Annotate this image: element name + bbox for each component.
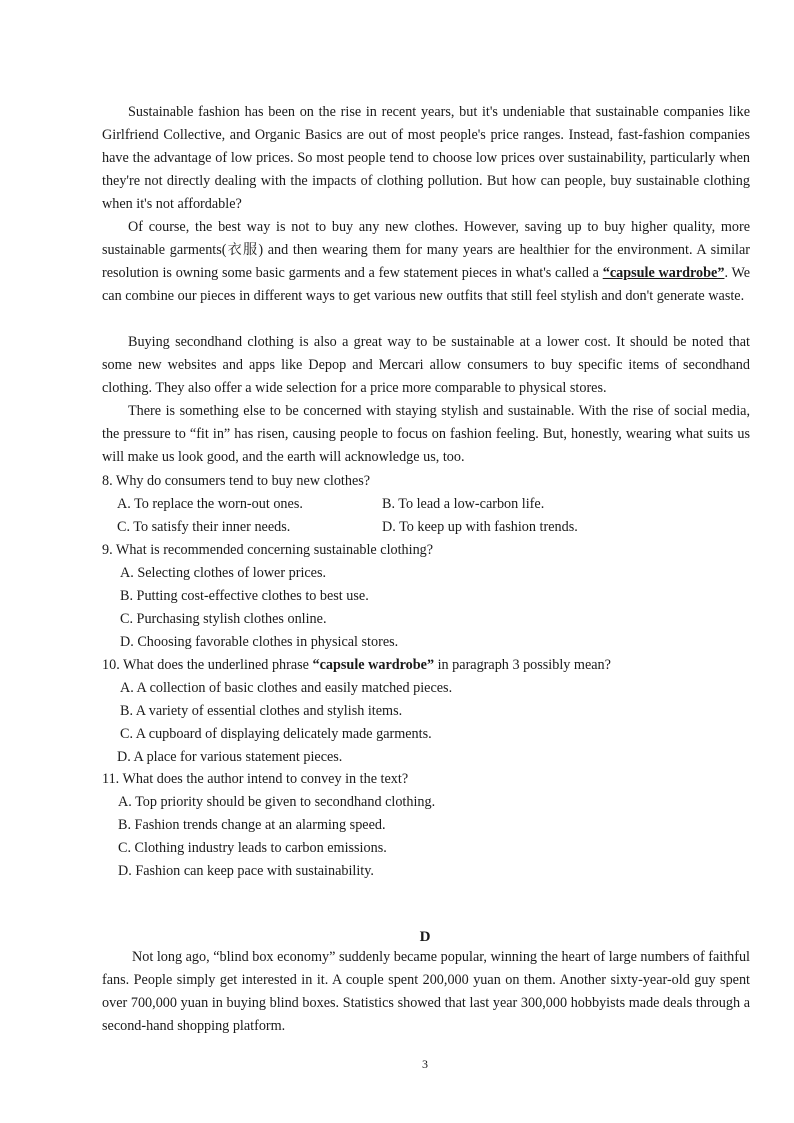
- question-10-stem-bold-phrase: “capsule wardrobe”: [312, 657, 435, 673]
- passage-c-paragraph-2: [102, 216, 750, 308]
- question-10-stem: [102, 654, 611, 677]
- question-9-option-d: D. Choosing favorable clothes in physical stores.: [120, 634, 399, 650]
- paragraph-2-text-after: . We can combine our pieces in different ways to get various new outfits that still feel stylish and don't generate waste.: [102, 265, 751, 304]
- question-8-stem: 8. Why do consumers tend to buy new clothes?: [102, 473, 371, 489]
- paragraph-2-text-before: Of course, the best way is not to buy any new clothes. However, saving up to buy higher quality, more sustainable garments(衣服) and then wearing them for many years are healthier for the environment. A similar resolution is owning some basic garments and a few statement pieces in what's called a: [102, 219, 750, 281]
- section-d-heading: D: [419, 929, 431, 945]
- question-11-option-c: C. Clothing industry leads to carbon emissions.: [118, 840, 387, 856]
- question-9-stem: 9. What is recommended concerning sustainable clothing?: [102, 542, 434, 558]
- question-9-option-a: A. Selecting clothes of lower prices.: [120, 565, 327, 581]
- question-8-option-d: D. To keep up with fashion trends.: [382, 519, 578, 535]
- page-number: 3: [422, 1057, 428, 1071]
- question-10-option-c: C. A cupboard of displaying delicately made garments.: [120, 726, 432, 742]
- passage-c-paragraph-4: There is something else to be concerned with staying stylish and sustainable. With the rise of social media, the pressure to “fit in” has risen, causing people to focus on fashion feeling. But, honestly, wearing what suits us will make us look good, and the earth will acknowledge us, too.: [102, 403, 750, 465]
- question-10-option-a: A. A collection of basic clothes and easily matched pieces.: [120, 680, 453, 696]
- passage-c-paragraph-1: Sustainable fashion has been on the rise in recent years, but it's undeniable that sustainable companies like Girlfriend Collective, and Organic Basics are out of most people's price ranges. Instead, fast-fashion companies have the advantage of low prices. So most people tend to choose low prices over sustainability, particularly when they're not directly dealing with the impacts of clothing pollution. But how can people, buy sustainable clothing when it's not affordable?: [102, 104, 750, 212]
- question-11-option-b: B. Fashion trends change at an alarming speed.: [118, 817, 386, 833]
- question-11-option-d: D. Fashion can keep pace with sustainability.: [118, 863, 374, 879]
- section-d-paragraph-1: Not long ago, “blind box economy” suddenly became popular, winning the heart of large numbers of faithful fans. People simply get interested in it. A couple spent 200,000 yuan on them. Another sixty-year-old guy spent over 700,000 yuan in buying blind boxes. Statistics showed that last year 300,000 hobbyists made deals through a second-hand shopping platform.: [102, 949, 750, 1034]
- question-8-option-b: B. To lead a low-carbon life.: [382, 496, 545, 512]
- question-11-option-a: A. Top priority should be given to secondhand clothing.: [118, 794, 436, 810]
- capsule-wardrobe-underlined-phrase: “capsule wardrobe”: [602, 265, 725, 281]
- question-10-stem-after: in paragraph 3 possibly mean?: [434, 657, 611, 673]
- passage-c-paragraph-3: Buying secondhand clothing is also a great way to be sustainable at a lower cost. It should be noted that some new websites and apps like Depop and Mercari allow consumers to buy specific items of secondhand clothing. They also offer a wide selection for a price more comparable to physical stores.: [102, 334, 750, 396]
- question-9-option-b: B. Putting cost-effective clothes to best use.: [120, 588, 369, 604]
- question-10-option-b: B. A variety of essential clothes and stylish items.: [120, 703, 403, 719]
- question-8-option-c: C. To satisfy their inner needs.: [117, 519, 291, 535]
- question-10-stem-before: 10. What does the underlined phrase: [102, 657, 313, 673]
- question-11-stem: 11. What does the author intend to convey in the text?: [102, 771, 409, 787]
- question-8-option-a: A. To replace the worn-out ones.: [117, 496, 303, 512]
- question-10-option-d: D. A place for various statement pieces.: [117, 749, 343, 765]
- question-9-option-c: C. Purchasing stylish clothes online.: [120, 611, 327, 627]
